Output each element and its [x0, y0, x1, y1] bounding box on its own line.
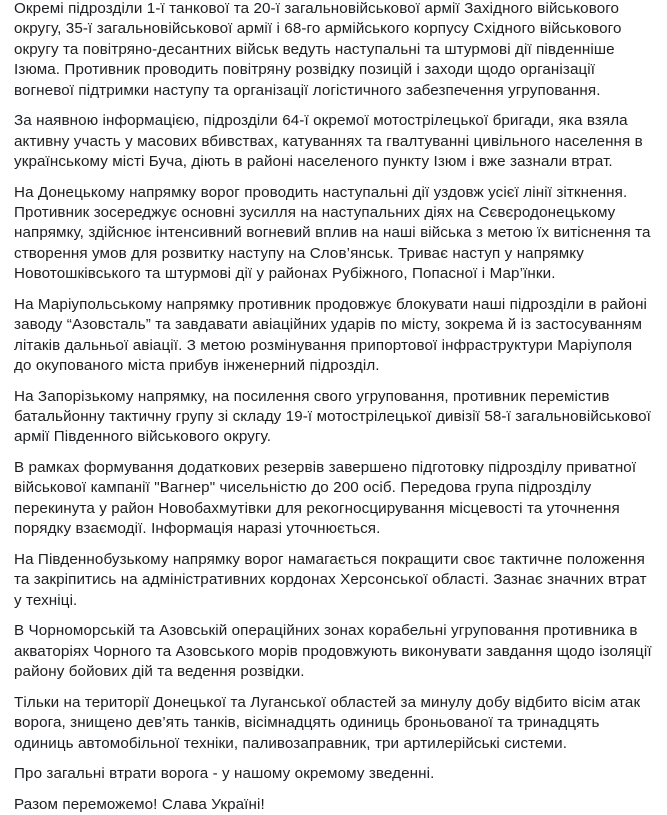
paragraph-operational-zones: В Чорноморській та Азовській операційних зонах корабельні угруповання противника в акваторіях Чорного та Азовського морів продовжують виконувати завдання щодо ізоляції району бойових дій та ведення розвідки. [14, 622, 652, 681]
paragraph-reserves-wagner: В рамках формування додаткових резервів завершено підготовку підрозділу приватної військової кампанії "Вагнер" чисельністю до 200 осіб. Передова група підрозділу перекинута у район Новобахмутівки для рекогносцирування місцевості та уточнення порядку взаємодії. Інформація наразі уточнюється. [14, 459, 637, 538]
paragraph-repelled-attacks: Тільки на території Донецької та Луганської областей за минулу добу відбито вісім атак ворога, знищено дев’ять танків, вісімнадцять одиниць броньованої та тринадцять одиниць автомобільної техніки, паливозаправник, три артилерійські системи. [14, 693, 641, 752]
paragraph-donetsk-direction: На Донецькому напрямку ворог проводить наступальні дії уздовж усієї лінії зіткнення. Противник зосереджує основні зусилля на наступальних діях на Сєвєродонецькому напрямку, здійснює інтенсивний вогневий вплив на наші війська з метою їх витіснення та створення умов для розвитку наступу на Слов’янськ. Триває наступ у напрямку Новотошківського та штурмові дії у районах Рубіжного, Попасної і Мар’їнки. [14, 183, 651, 283]
paragraph-izium-offensive: Окремі підрозділи 1-ї танкової та 20-ї загальновійськової армії Західного військового округу, 35-ї загальновійськової армії і 68-го армійського корпусу Східного військового округу та повітряно-десантних військ ведуть наступальні та штурмові дії південніше Ізюма. Противник проводить повітряну розвідку позицій і заходи щодо організації вогневої підтримки наступу та організації логістичного забезпечення угруповання. [14, 0, 622, 99]
paragraph-mariupol-direction: На Маріупольському напрямку противник продовжує блокувати наші підрозділи в районі заводу “Азовсталь” та завдавати авіаційних ударів по місту, зокрема й із застосуванням літаків дальньої авіації. З метою розмінування припортової інфраструктури Маріуполя до окупованого міста прибув інженерний підрозділ. [14, 295, 648, 375]
paragraph-pivdennobuzkyi-direction: На Південнобузькому напрямку ворог намагається покращити своє тактичне положення та закріпитись на адміністративних кордонах Херсонської області. Зазнає значних втрат у техніці. [14, 550, 647, 609]
paragraph-losses-note: Про загальні втрати ворога - у нашому окремому зведенні. [14, 765, 435, 783]
paragraph-64th-brigade: За наявною інформацією, підрозділи 64-ї окремої мотострілецької бригади, яка взяла активну участь у масових вбивствах, катуваннях та гвалтуванні цивільного населення в українському місті Буча, діють в районі населеного пункту Ізюм і вже зазнали втрат. [14, 112, 643, 171]
paragraph-closing: Разом переможемо! Слава Україні! [14, 795, 265, 813]
paragraph-zaporizhzhia-direction: На Запорізькому напрямку, на посилення свого угруповання, противник перемістив батальйонну тактичну групу зі складу 19-ї мотострілецької дивізії 58-ї загальновійськової армії Південного військового округу. [14, 387, 651, 446]
